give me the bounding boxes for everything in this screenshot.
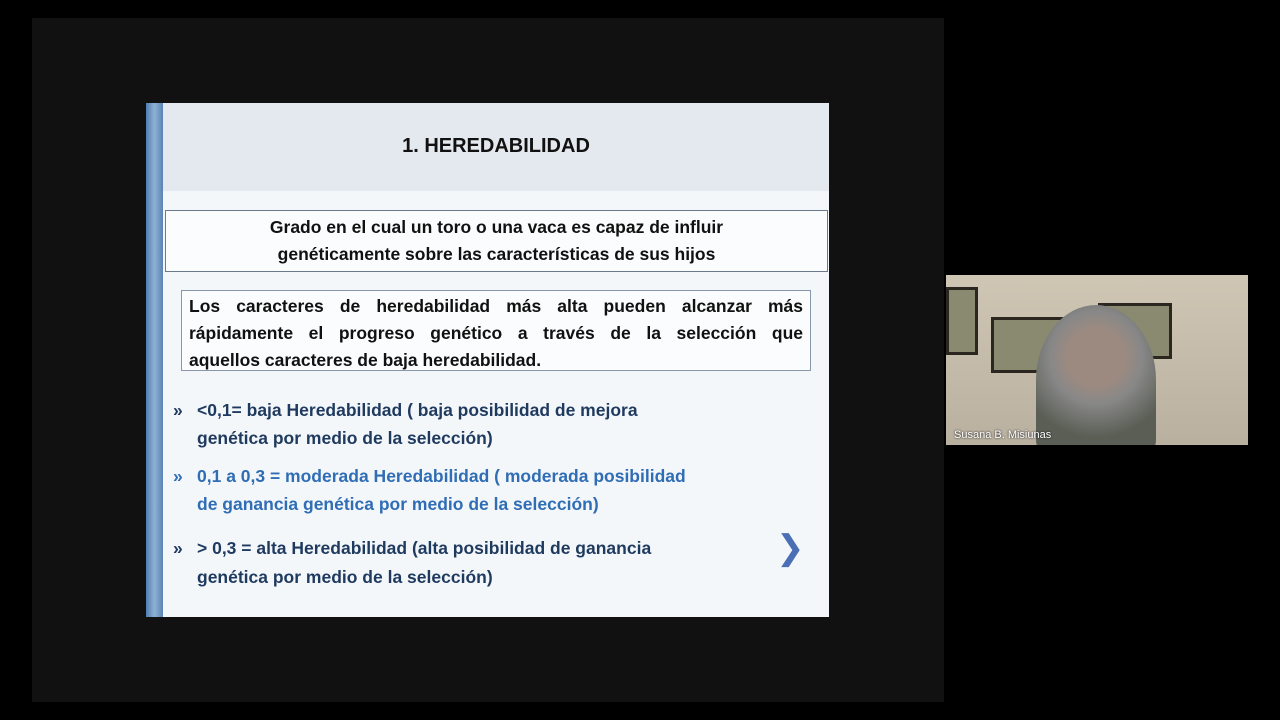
statement-box: [181, 290, 811, 371]
bullet-text: genética por medio de la selección): [197, 567, 493, 587]
bullet-marker: »: [173, 538, 183, 558]
bullet-text: de ganancia genética por medio de la selección): [197, 494, 599, 514]
participant-name: Susana B. Misiunas: [954, 429, 1052, 441]
participant-video-tile[interactable]: [946, 275, 1248, 445]
participant-video-person: [1036, 305, 1156, 445]
slide-title: 1. HEREDABILIDAD: [402, 135, 590, 157]
bullet-text: <0,1= baja Heredabilidad ( baja posibilidad de mejora: [197, 400, 638, 420]
bullet-marker: »: [173, 466, 183, 486]
bullet-text: > 0,3 = alta Heredabilidad (alta posibilidad de ganancia: [197, 538, 652, 558]
definition-line: Grado en el cual un toro o una vaca es capaz de influir: [269, 217, 724, 237]
bullet-text: 0,1 a 0,3 = moderada Heredabilidad ( moderada posibilidad: [197, 466, 686, 486]
definition-box: [165, 210, 828, 272]
slide-accent-bar: [146, 103, 163, 617]
definition-line: genéticamente sobre las características de sus hijos: [277, 244, 716, 264]
statement-line: aquellos caracteres de baja heredabilidad.: [189, 350, 542, 370]
bullet-text: genética por medio de la selección): [197, 428, 493, 448]
next-slide-arrow-icon[interactable]: ❯: [776, 529, 805, 567]
wall-picture: [946, 287, 978, 355]
presentation-slide: [146, 103, 829, 617]
bullet-marker: »: [173, 400, 183, 420]
statement-line: rápidamente el progreso genético a través de la selección que: [189, 323, 803, 343]
statement-line: Los caracteres de heredabilidad más alta pueden alcanzar más: [189, 296, 803, 316]
